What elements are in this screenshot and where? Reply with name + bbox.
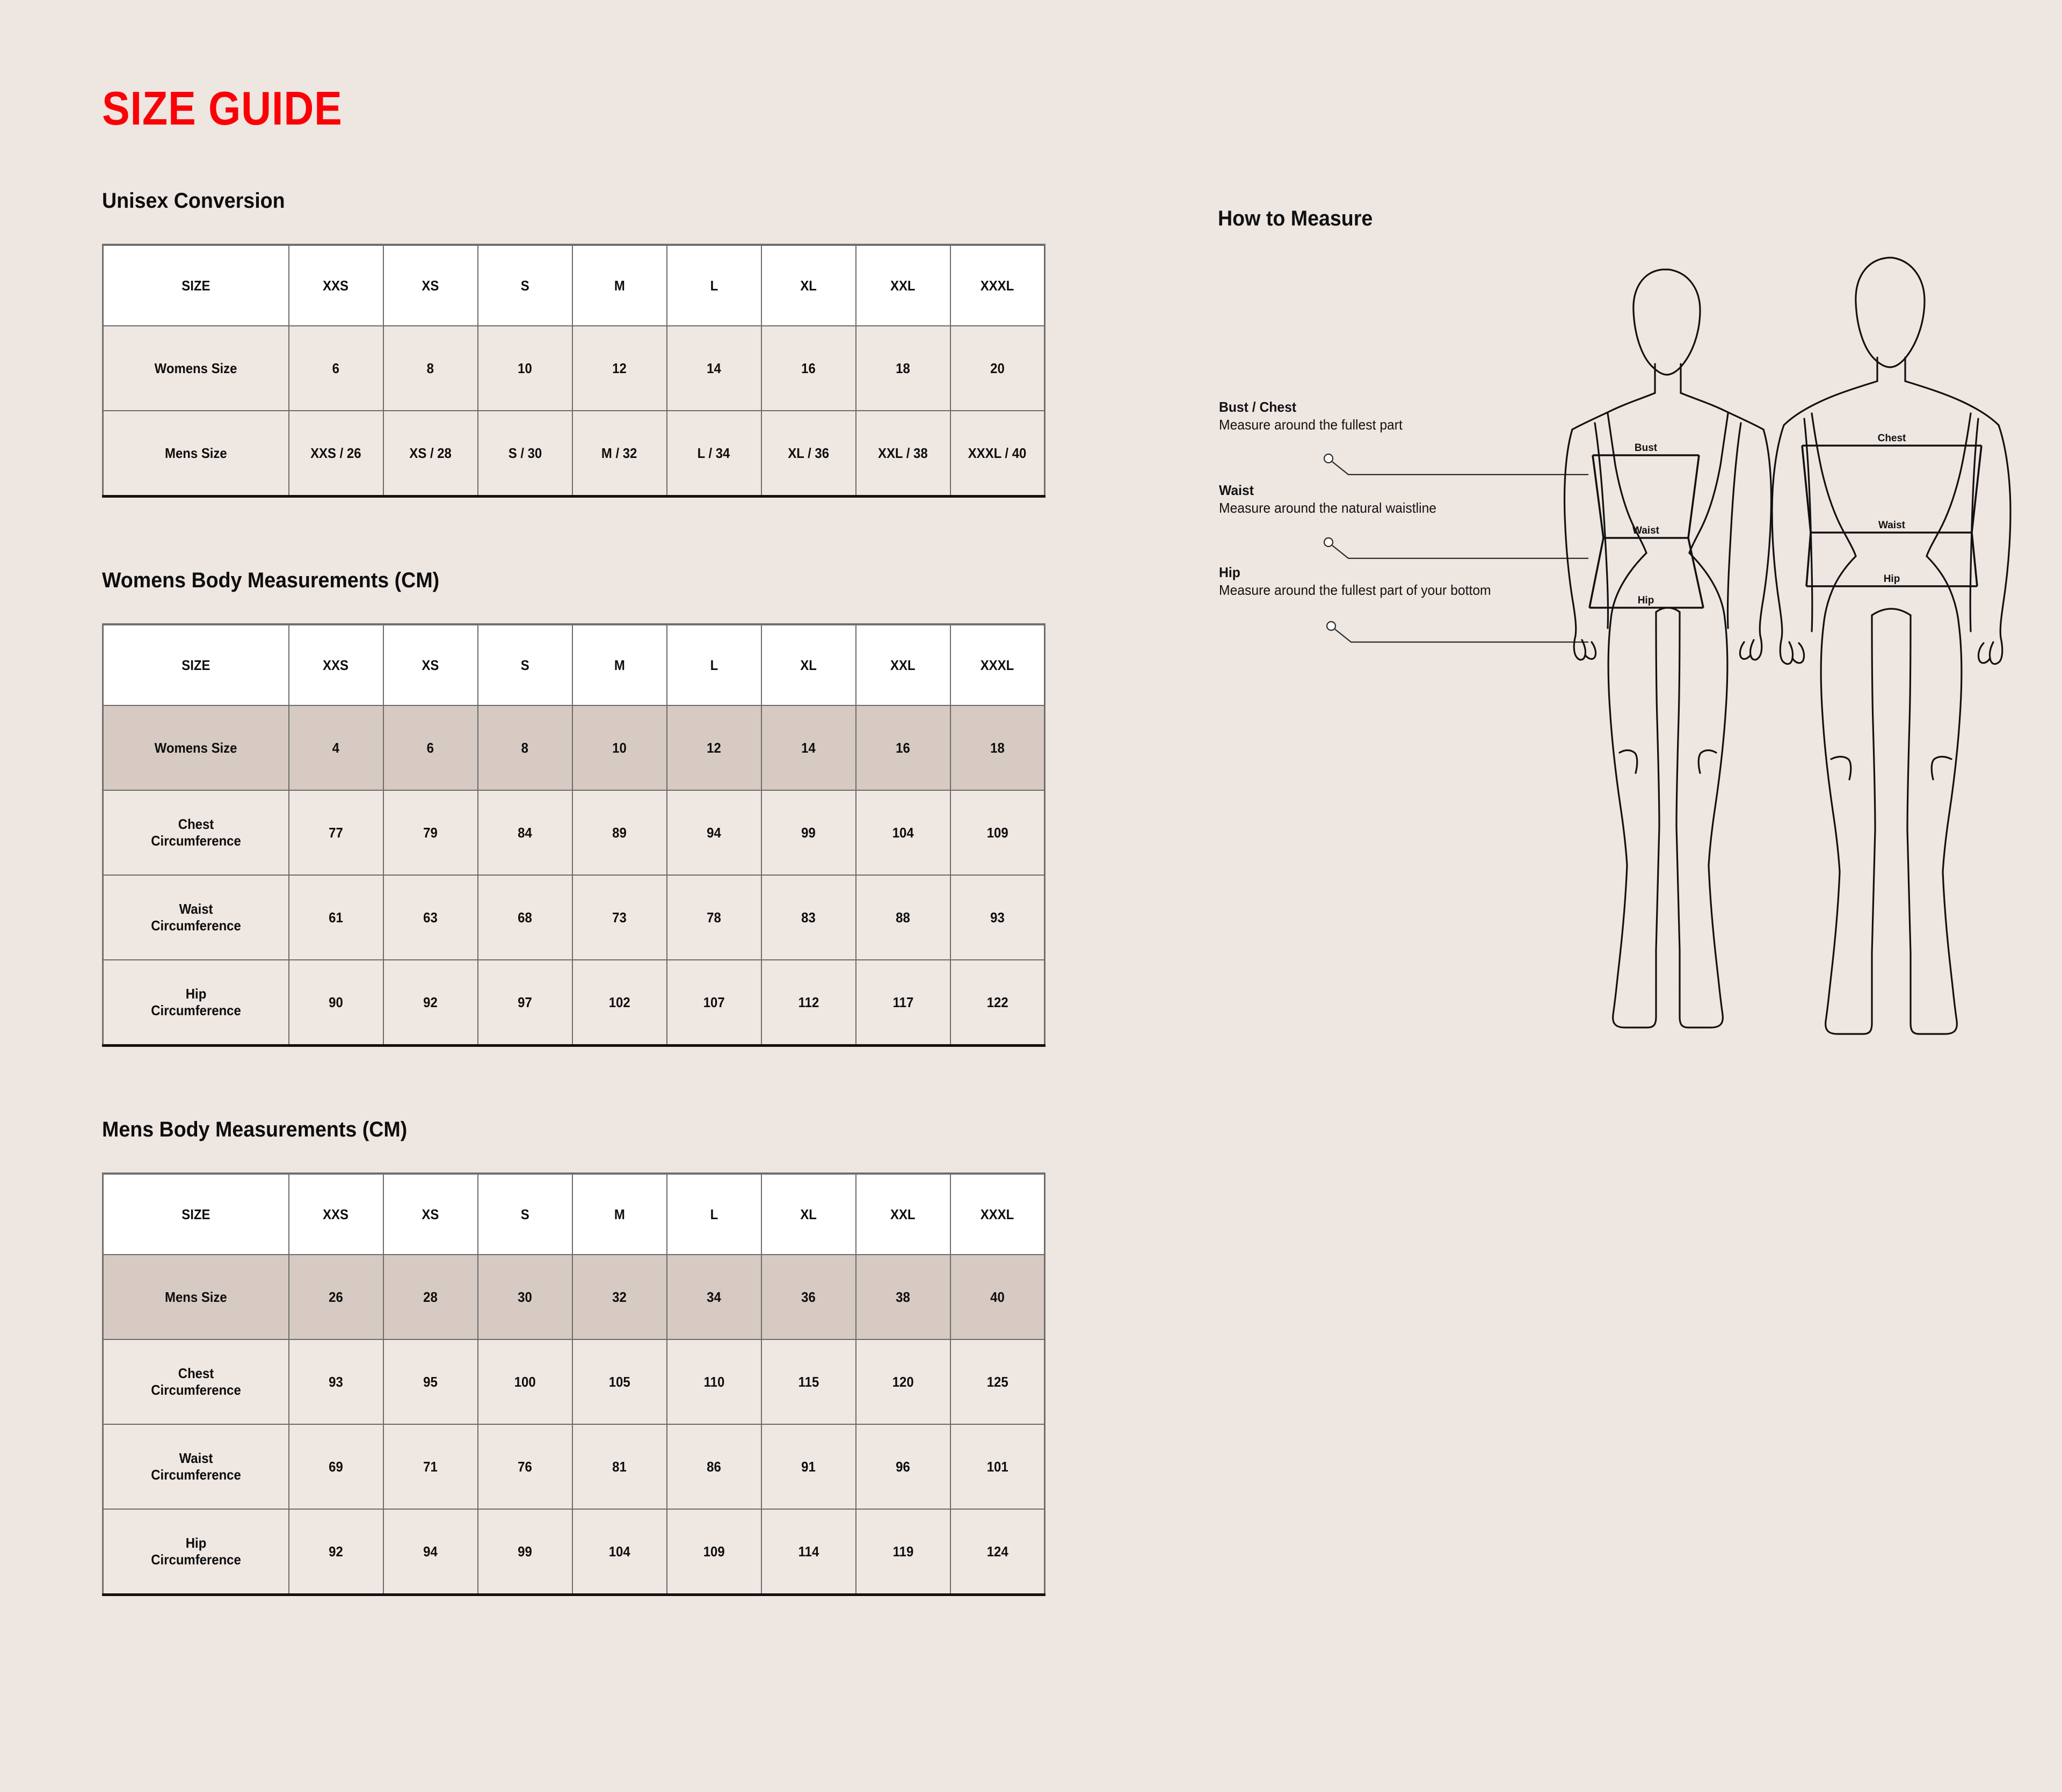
tables-column xyxy=(102,0,1047,1596)
male-band-edge-l2 xyxy=(1806,533,1811,586)
leader-line-hip xyxy=(1335,629,1588,642)
table-cell: XXL / 38 xyxy=(856,411,950,497)
heading-how-to-measure: How to Measure xyxy=(1218,207,1373,230)
column-header: XL xyxy=(761,1174,856,1255)
callout-title: Bust / Chest xyxy=(1219,399,1297,415)
table-cell: 12 xyxy=(667,705,761,790)
male-arm-right-outer xyxy=(1999,425,2010,638)
male-shoulder-left xyxy=(1784,381,1877,425)
table-cell: 89 xyxy=(572,790,667,875)
heading-mens-body-measurements: Mens Body Measurements (CM) xyxy=(102,1118,408,1141)
male-knee-left xyxy=(1831,757,1851,780)
table-cell: 26 xyxy=(289,1255,383,1339)
table-cell: S / 30 xyxy=(478,411,572,497)
callout-title: Hip xyxy=(1219,564,1240,580)
male-hand-right xyxy=(1990,638,2002,664)
column-header: L xyxy=(667,1174,761,1255)
female-arm-right-outer xyxy=(1760,429,1771,636)
table-cell: 16 xyxy=(761,326,856,411)
table-cell: 20 xyxy=(950,326,1045,411)
table-cell: 71 xyxy=(383,1424,478,1509)
table-cell: 107 xyxy=(667,960,761,1046)
male-arm-right-inner xyxy=(1970,419,1978,631)
column-header: SIZE xyxy=(103,624,289,705)
table-cell: 96 xyxy=(856,1424,950,1509)
column-header: XXS xyxy=(289,1174,383,1255)
table-cell: 102 xyxy=(572,960,667,1046)
callout-description: Measure around the natural waistline xyxy=(1219,499,1437,516)
table-cell: 122 xyxy=(950,960,1045,1046)
table-cell: 93 xyxy=(950,875,1045,960)
table-cell: 61 xyxy=(289,875,383,960)
table-row xyxy=(103,1424,1045,1509)
female-leg-left-inner xyxy=(1656,612,1659,827)
table-cell: 101 xyxy=(950,1424,1045,1509)
table-cell: 14 xyxy=(667,326,761,411)
body-figures-illustration xyxy=(1562,236,2013,1052)
male-torso-left xyxy=(1812,413,1856,556)
row-label: Waist Circumference xyxy=(103,1424,289,1509)
table-cell: 109 xyxy=(667,1509,761,1595)
table-cell: 86 xyxy=(667,1424,761,1509)
table-cell: 28 xyxy=(383,1255,478,1339)
table-cell: 104 xyxy=(572,1509,667,1595)
male-label-chest: Chest xyxy=(1877,433,1906,444)
table-cell: 79 xyxy=(383,790,478,875)
table-cell: 119 xyxy=(856,1509,950,1595)
column-header: XXL xyxy=(856,245,950,326)
column-header: M xyxy=(572,245,667,326)
table-cell: 104 xyxy=(856,790,950,875)
table-row xyxy=(103,1509,1045,1595)
male-shin-right-inner xyxy=(1907,830,1911,995)
table-cell: 109 xyxy=(950,790,1045,875)
male-shin-left-inner xyxy=(1872,830,1875,995)
table-cell: 68 xyxy=(478,875,572,960)
callout-description: Measure around the fullest part xyxy=(1219,416,1403,433)
table-cell: 14 xyxy=(761,705,856,790)
table-cell: 10 xyxy=(478,326,572,411)
male-hand-right-thumb xyxy=(1978,643,1990,663)
male-leg-left-outer xyxy=(1821,625,1840,872)
column-header: XXL xyxy=(856,1174,950,1255)
male-band-labels xyxy=(1878,433,1906,585)
female-head xyxy=(1633,269,1700,375)
column-header: XXXL xyxy=(950,624,1045,705)
column-header: XS xyxy=(383,624,478,705)
page-title: SIZE GUIDE xyxy=(102,82,343,135)
table-row-highlighted xyxy=(103,1255,1045,1339)
table-cell: 40 xyxy=(950,1255,1045,1339)
table-cell: 10 xyxy=(572,705,667,790)
column-header: XS xyxy=(383,1174,478,1255)
table-cell: XL / 36 xyxy=(761,411,856,497)
table-cell: 69 xyxy=(289,1424,383,1509)
male-label-hip: Hip xyxy=(1883,573,1900,585)
column-header: SIZE xyxy=(103,245,289,326)
table-cell: 16 xyxy=(856,705,950,790)
column-header: XXXL xyxy=(950,1174,1045,1255)
female-leg-right-outer xyxy=(1709,618,1727,865)
table-cell: XXS / 26 xyxy=(289,411,383,497)
table-cell: 99 xyxy=(761,790,856,875)
table-header-row xyxy=(103,245,1045,326)
male-knee-right xyxy=(1932,757,1951,780)
male-arm-left-outer xyxy=(1772,425,1784,638)
row-label: Waist Circumference xyxy=(103,875,289,960)
row-label: Womens Size xyxy=(103,326,289,411)
table-cell: 105 xyxy=(572,1339,667,1424)
male-foot-left xyxy=(1826,995,1872,1034)
table-cell: 38 xyxy=(856,1255,950,1339)
table-cell: 117 xyxy=(856,960,950,1046)
column-header: XXXL xyxy=(950,245,1045,326)
table-cell: 94 xyxy=(667,790,761,875)
row-label: Chest Circumference xyxy=(103,1339,289,1424)
table-cell: 77 xyxy=(289,790,383,875)
female-knee-right xyxy=(1698,751,1716,774)
female-arm-left-outer xyxy=(1565,429,1576,636)
female-shoulder-right xyxy=(1681,393,1763,429)
male-label-waist: Waist xyxy=(1878,520,1905,531)
male-leg-left-inner xyxy=(1872,615,1875,830)
table-cell: 63 xyxy=(383,875,478,960)
heading-unisex-conversion: Unisex Conversion xyxy=(102,189,285,213)
male-measure-bands xyxy=(1802,446,1981,586)
male-hand-left xyxy=(1780,638,1792,664)
male-shoulder-right xyxy=(1905,381,1999,425)
female-label-bust: Bust xyxy=(1634,442,1658,454)
male-torso-right xyxy=(1927,413,1971,556)
table-unisex-conversion xyxy=(102,244,1045,498)
table-cell: 91 xyxy=(761,1424,856,1509)
table-cell: 18 xyxy=(950,705,1045,790)
male-band-edge-r2 xyxy=(1972,533,1977,586)
column-header: M xyxy=(572,1174,667,1255)
table-cell: 110 xyxy=(667,1339,761,1424)
table-cell: 34 xyxy=(667,1255,761,1339)
female-hand-left xyxy=(1574,636,1585,660)
female-shin-left-inner xyxy=(1656,827,1659,989)
table-cell: 92 xyxy=(383,960,478,1046)
column-header: XL xyxy=(761,624,856,705)
table-cell: 114 xyxy=(761,1509,856,1595)
row-label: Mens Size xyxy=(103,411,289,497)
table-row xyxy=(103,960,1045,1046)
table-cell: M / 32 xyxy=(572,411,667,497)
table-cell: 76 xyxy=(478,1424,572,1509)
table-row xyxy=(103,411,1045,497)
table-cell: 90 xyxy=(289,960,383,1046)
column-header: SIZE xyxy=(103,1174,289,1255)
male-hip-left xyxy=(1824,556,1856,625)
male-foot-right xyxy=(1911,995,1957,1034)
column-header: L xyxy=(667,624,761,705)
column-header: XXL xyxy=(856,624,950,705)
table-cell: 99 xyxy=(478,1509,572,1595)
female-leg-left-outer xyxy=(1608,618,1627,865)
female-foot-right xyxy=(1680,989,1723,1028)
table-cell: 115 xyxy=(761,1339,856,1424)
column-header: S xyxy=(478,624,572,705)
female-band-edge-l2 xyxy=(1589,538,1603,608)
female-band-edge-r2 xyxy=(1688,538,1703,608)
table-cell: 88 xyxy=(856,875,950,960)
table-row-highlighted xyxy=(103,705,1045,790)
table-cell: 18 xyxy=(856,326,950,411)
table-cell: 6 xyxy=(383,705,478,790)
table-row xyxy=(103,875,1045,960)
table-cell: 112 xyxy=(761,960,856,1046)
male-leg-right-outer xyxy=(1943,625,1962,872)
column-header: L xyxy=(667,245,761,326)
row-label: Mens Size xyxy=(103,1255,289,1339)
table-cell: 120 xyxy=(856,1339,950,1424)
table-cell: 83 xyxy=(761,875,856,960)
female-calf-right xyxy=(1709,865,1719,989)
table-header-row xyxy=(103,624,1045,705)
column-header: XXS xyxy=(289,245,383,326)
column-header: XL xyxy=(761,245,856,326)
how-to-measure-section xyxy=(1218,0,2013,1792)
table-cell: 97 xyxy=(478,960,572,1046)
callout-description: Measure around the fullest part of your bottom xyxy=(1219,581,1491,598)
heading-womens-body-measurements: Womens Body Measurements (CM) xyxy=(102,569,440,592)
table-cell: 6 xyxy=(289,326,383,411)
column-header: XS xyxy=(383,245,478,326)
leader-line-waist xyxy=(1332,545,1588,558)
column-header: S xyxy=(478,245,572,326)
female-band-labels xyxy=(1632,442,1660,606)
row-label: Chest Circumference xyxy=(103,790,289,875)
female-calf-left xyxy=(1616,865,1627,989)
column-header: M xyxy=(572,624,667,705)
table-cell: L / 34 xyxy=(667,411,761,497)
table-cell: 95 xyxy=(383,1339,478,1424)
female-label-hip: Hip xyxy=(1637,595,1654,606)
table-cell: 84 xyxy=(478,790,572,875)
female-hand-left-thumb xyxy=(1585,642,1596,659)
row-label: Hip Circumference xyxy=(103,1509,289,1595)
female-hand-right xyxy=(1750,636,1761,660)
table-cell: 78 xyxy=(667,875,761,960)
callout-title: Waist xyxy=(1219,482,1254,498)
column-header: S xyxy=(478,1174,572,1255)
table-cell: 94 xyxy=(383,1509,478,1595)
row-label: Womens Size xyxy=(103,705,289,790)
female-label-waist: Waist xyxy=(1632,525,1659,536)
table-cell: XXXL / 40 xyxy=(950,411,1045,497)
table-cell: 73 xyxy=(572,875,667,960)
table-row xyxy=(103,790,1045,875)
leader-dot-hip xyxy=(1327,622,1335,630)
female-arm-right-inner xyxy=(1727,423,1741,628)
male-hand-left-thumb xyxy=(1792,643,1804,663)
table-cell: 4 xyxy=(289,705,383,790)
row-label: Hip Circumference xyxy=(103,960,289,1046)
leader-line-bust xyxy=(1332,462,1588,475)
table-cell: 36 xyxy=(761,1255,856,1339)
table-cell: 92 xyxy=(289,1509,383,1595)
figures-svg xyxy=(1562,236,2013,1052)
table-cell: 8 xyxy=(383,326,478,411)
female-foot-left xyxy=(1613,989,1656,1028)
table-cell: 81 xyxy=(572,1424,667,1509)
female-band-edge-r1 xyxy=(1688,455,1699,538)
male-head xyxy=(1856,258,1925,367)
male-hip-right xyxy=(1927,556,1959,625)
female-leg-right-inner xyxy=(1676,612,1680,827)
female-shin-right-inner xyxy=(1676,827,1680,989)
table-cell: 32 xyxy=(572,1255,667,1339)
table-row xyxy=(103,1339,1045,1424)
table-cell: 30 xyxy=(478,1255,572,1339)
table-cell: 93 xyxy=(289,1339,383,1424)
male-calf-left xyxy=(1829,872,1840,995)
male-figure xyxy=(1772,258,2010,1034)
male-crotch xyxy=(1872,609,1911,615)
male-calf-right xyxy=(1943,872,1954,995)
table-row xyxy=(103,326,1045,411)
table-cell: 8 xyxy=(478,705,572,790)
table-cell: 100 xyxy=(478,1339,572,1424)
table-cell: XS / 28 xyxy=(383,411,478,497)
table-header-row xyxy=(103,1174,1045,1255)
leader-dot-waist xyxy=(1324,538,1333,547)
female-shoulder-left xyxy=(1572,393,1655,429)
male-arm-left-inner xyxy=(1804,419,1812,631)
female-hand-right-thumb xyxy=(1740,642,1751,659)
table-cell: 124 xyxy=(950,1509,1045,1595)
table-cell: 12 xyxy=(572,326,667,411)
column-header: XXS xyxy=(289,624,383,705)
table-mens-body-measurements xyxy=(102,1172,1045,1596)
leader-dot-bust xyxy=(1324,454,1333,463)
table-cell: 125 xyxy=(950,1339,1045,1424)
female-knee-left xyxy=(1620,751,1637,774)
female-figure xyxy=(1565,269,1771,1028)
male-leg-right-inner xyxy=(1907,615,1911,830)
table-womens-body-measurements xyxy=(102,623,1045,1047)
